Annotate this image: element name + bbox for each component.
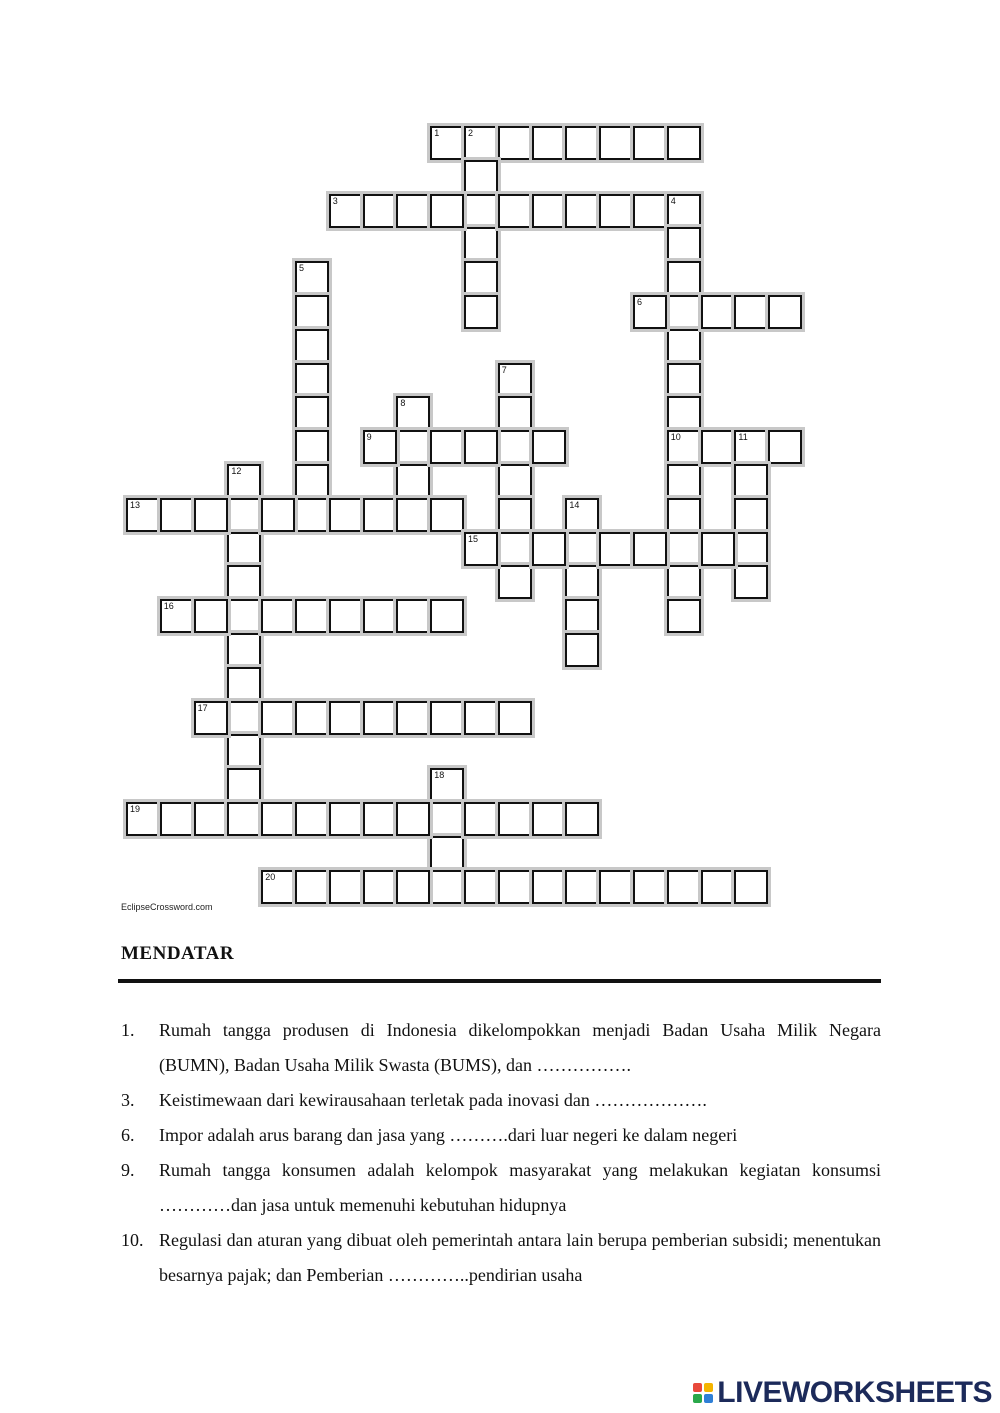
crossword-cell[interactable] (430, 498, 464, 532)
crossword-cell[interactable] (396, 701, 430, 735)
crossword-cell[interactable] (295, 701, 329, 735)
crossword-cell[interactable] (667, 329, 701, 363)
crossword-cell[interactable] (261, 802, 295, 836)
crossword-cell[interactable] (498, 870, 532, 904)
crossword-cell[interactable] (396, 464, 430, 498)
clue-number-label: 12 (231, 466, 242, 476)
clue-number-label: 7 (501, 364, 507, 375)
crossword-cell[interactable] (295, 363, 329, 397)
crossword-cell[interactable] (734, 295, 768, 329)
crossword-cell[interactable] (565, 126, 599, 160)
crossword-cell[interactable] (160, 498, 194, 532)
crossword-cell[interactable] (227, 565, 261, 599)
clue-number: 6. (121, 1125, 135, 1145)
clue-number-label: 11 (738, 432, 748, 443)
crossword-cell[interactable] (126, 498, 160, 532)
crossword-cell[interactable] (464, 701, 498, 735)
crossword-cell[interactable] (430, 599, 464, 633)
crossword-cell[interactable] (227, 464, 261, 498)
crossword-cell[interactable] (498, 498, 532, 532)
crossword-cell[interactable] (295, 498, 329, 532)
crossword-cell[interactable] (295, 599, 329, 633)
crossword-cell[interactable] (667, 363, 701, 397)
crossword-cell[interactable] (295, 464, 329, 498)
crossword-cell[interactable] (329, 498, 363, 532)
crossword-cell[interactable] (295, 295, 329, 329)
crossword-cell[interactable] (599, 532, 633, 566)
crossword-cell[interactable] (194, 599, 228, 633)
crossword-cell[interactable] (667, 126, 701, 160)
crossword-cell[interactable] (565, 633, 599, 667)
crossword-cell[interactable] (464, 532, 498, 566)
clue-number-label: 4 (670, 195, 676, 206)
crossword-cell[interactable] (667, 599, 701, 633)
crossword-cell[interactable] (498, 194, 532, 228)
crossword-cell[interactable] (565, 599, 599, 633)
crossword-cell[interactable] (295, 329, 329, 363)
crossword-cell[interactable] (599, 126, 633, 160)
crossword-cell[interactable] (227, 768, 261, 802)
crossword-cell[interactable] (633, 194, 667, 228)
crossword-cell[interactable] (396, 599, 430, 633)
crossword-cell[interactable] (498, 565, 532, 599)
crossword-cell[interactable] (464, 802, 498, 836)
crossword-cell[interactable] (430, 768, 464, 802)
crossword-cell[interactable] (498, 802, 532, 836)
crossword-cell[interactable] (430, 802, 464, 836)
crossword-cell[interactable] (464, 194, 498, 228)
crossword-cell[interactable] (734, 498, 768, 532)
section-heading: MENDATAR (121, 943, 235, 964)
crossword-cell[interactable] (194, 701, 228, 735)
crossword-cell[interactable] (768, 430, 802, 464)
crossword-cell[interactable] (329, 870, 363, 904)
crossword-cell[interactable] (261, 599, 295, 633)
clue-number-label: 20 (265, 871, 276, 882)
crossword-cell[interactable] (667, 227, 701, 261)
crossword-cell[interactable] (734, 870, 768, 904)
crossword-cell[interactable] (667, 295, 701, 329)
clue-number-label: 3 (332, 195, 338, 206)
crossword-cell[interactable] (667, 194, 701, 228)
crossword-cell[interactable] (126, 802, 160, 836)
clue-number-label: 6 (637, 297, 643, 307)
crossword-cell[interactable] (599, 870, 633, 904)
crossword-cell[interactable] (565, 870, 599, 904)
clue-number-label: 5 (299, 263, 305, 274)
clue-number: 3. (121, 1090, 135, 1110)
crossword-cell[interactable] (498, 701, 532, 735)
crossword-cell[interactable] (396, 498, 430, 532)
clue-number-label: 1 (434, 128, 440, 138)
crossword-cell[interactable] (532, 430, 566, 464)
crossword-cell[interactable] (430, 126, 464, 160)
crossword-cell[interactable] (227, 599, 261, 633)
crossword-cell[interactable] (667, 430, 701, 464)
crossword-cell[interactable] (734, 464, 768, 498)
crossword-cell[interactable] (599, 194, 633, 228)
clue-number-label: 16 (163, 601, 174, 612)
clue-item (121, 1153, 881, 1223)
crossword-cell[interactable] (194, 498, 228, 532)
crossword-cell[interactable] (667, 464, 701, 498)
clue-text: Rumah tangga produsen di Indonesia dikelompokkan menjadi Badan Usaha Milik Negara (BUMN), Badan Usaha Milik Swasta (BUMS), dan ……………. (159, 1020, 881, 1075)
clue-number-label: 8 (400, 398, 406, 409)
crossword-cell[interactable] (430, 430, 464, 464)
crossword-cell[interactable] (430, 870, 464, 904)
crossword-cell[interactable] (464, 430, 498, 464)
clue-number-label: 15 (468, 533, 479, 544)
crossword-cell[interactable] (261, 701, 295, 735)
crossword-cell[interactable] (363, 498, 397, 532)
crossword-cell[interactable] (667, 870, 701, 904)
crossword-cell[interactable] (396, 194, 430, 228)
crossword-cell[interactable] (667, 532, 701, 566)
crossword-cell[interactable] (227, 498, 261, 532)
crossword-cell[interactable] (363, 430, 397, 464)
crossword-cell[interactable] (227, 734, 261, 768)
crossword-cell[interactable] (768, 295, 802, 329)
crossword-cell[interactable] (295, 802, 329, 836)
crossword-cell[interactable] (363, 802, 397, 836)
crossword-cell[interactable] (227, 701, 261, 735)
crossword-cell[interactable] (734, 532, 768, 566)
crossword-cell[interactable] (295, 870, 329, 904)
crossword-cell[interactable] (532, 194, 566, 228)
crossword-cell[interactable] (565, 532, 599, 566)
crossword-cell[interactable] (363, 599, 397, 633)
crossword-cell[interactable] (329, 194, 363, 228)
clue-number: 9. (121, 1160, 135, 1180)
clue-item (121, 1013, 881, 1083)
crossword-cell[interactable] (667, 565, 701, 599)
crossword-cell[interactable] (532, 532, 566, 566)
crossword-cell[interactable] (363, 701, 397, 735)
crossword-cell[interactable] (227, 667, 261, 701)
clue-item (121, 1083, 881, 1118)
crossword-cell[interactable] (498, 396, 532, 430)
crossword-cell[interactable] (464, 870, 498, 904)
crossword-cell[interactable] (633, 870, 667, 904)
crossword-cell[interactable] (701, 295, 735, 329)
clue-number-label: 13 (130, 499, 141, 510)
clue-number-label: 18 (434, 770, 445, 781)
crossword-cell[interactable] (464, 295, 498, 329)
crossword-cell[interactable] (396, 430, 430, 464)
clue-number-label: 14 (569, 499, 580, 510)
crossword-cell[interactable] (565, 498, 599, 532)
logo-text: LIVEWORKSHEETS (717, 1376, 992, 1409)
crossword-cell[interactable] (667, 396, 701, 430)
crossword-cell[interactable] (667, 498, 701, 532)
crossword-cell[interactable] (396, 870, 430, 904)
crossword-cell[interactable] (261, 498, 295, 532)
crossword-cell[interactable] (498, 532, 532, 566)
crossword-cell[interactable] (633, 532, 667, 566)
crossword-cell[interactable] (329, 599, 363, 633)
crossword-cell[interactable] (464, 160, 498, 194)
crossword-cell[interactable] (464, 126, 498, 160)
clue-number-label: 9 (366, 432, 372, 443)
clue-text: Rumah tangga konsumen adalah kelompok masyarakat yang melakukan kegiatan konsumsi …………dan jasa untuk memenuhi kebutuhan hidupnya (159, 1160, 881, 1215)
crossword-cell[interactable] (667, 261, 701, 295)
crossword-cell[interactable] (532, 126, 566, 160)
crossword-cell[interactable] (532, 870, 566, 904)
crossword-cell[interactable] (295, 396, 329, 430)
crossword-cell[interactable] (295, 261, 329, 295)
clue-text: Keistimewaan dari kewirausahaan terletak pada inovasi dan ………………. (159, 1090, 707, 1110)
liveworksheets-logo (693, 1376, 992, 1410)
crossword-cell[interactable] (498, 363, 532, 397)
crossword-cell[interactable] (430, 194, 464, 228)
crossword-cell[interactable] (194, 802, 228, 836)
crossword-cell[interactable] (498, 430, 532, 464)
crossword-cell[interactable] (227, 633, 261, 667)
clue-number-label: 19 (130, 804, 141, 814)
crossword-cell[interactable] (565, 802, 599, 836)
crossword-cell[interactable] (227, 802, 261, 836)
crossword-cell[interactable] (396, 802, 430, 836)
crossword-cell[interactable] (295, 430, 329, 464)
crossword-cell[interactable] (701, 870, 735, 904)
crossword-cell[interactable] (565, 565, 599, 599)
crossword-cell[interactable] (329, 701, 363, 735)
crossword-cell[interactable] (701, 430, 735, 464)
crossword-cell[interactable] (261, 870, 295, 904)
logo-icon (693, 1383, 713, 1403)
clue-text: Impor adalah arus barang dan jasa yang ……….dari luar negeri ke dalam negeri (159, 1125, 738, 1145)
clue-list (121, 1013, 881, 1293)
crossword-cell[interactable] (363, 870, 397, 904)
crossword-credit: EclipseCrossword.com (121, 902, 213, 912)
clue-number: 1. (121, 1020, 135, 1040)
crossword-cell[interactable] (464, 227, 498, 261)
crossword-cell[interactable] (565, 194, 599, 228)
clue-number-label: 17 (197, 702, 208, 713)
crossword-cell[interactable] (430, 836, 464, 870)
crossword-cell[interactable] (329, 802, 363, 836)
crossword-cell[interactable] (532, 802, 566, 836)
crossword-cell[interactable] (498, 464, 532, 498)
crossword-cell[interactable] (160, 802, 194, 836)
crossword-cell[interactable] (734, 565, 768, 599)
crossword-cell[interactable] (633, 126, 667, 160)
clue-number: 10. (121, 1230, 144, 1250)
clue-number-label: 2 (468, 128, 474, 138)
crossword-cell[interactable] (701, 532, 735, 566)
crossword-cell[interactable] (160, 599, 194, 633)
crossword-cell[interactable] (430, 701, 464, 735)
crossword-cell[interactable] (363, 194, 397, 228)
clue-item (121, 1118, 881, 1153)
crossword-cell[interactable] (734, 430, 768, 464)
crossword-cell[interactable] (633, 295, 667, 329)
crossword-cell[interactable] (498, 126, 532, 160)
clue-item (121, 1223, 881, 1293)
crossword-cell[interactable] (464, 261, 498, 295)
crossword-cell[interactable] (227, 532, 261, 566)
clue-text: Regulasi dan aturan yang dibuat oleh pemerintah antara lain berupa pemberian subsidi; menentukan besarnya pajak; dan Pemberian …………..pendirian usaha (159, 1230, 881, 1285)
clue-number-label: 10 (670, 432, 681, 443)
crossword-cell[interactable] (396, 396, 430, 430)
heading-divider (118, 979, 881, 983)
